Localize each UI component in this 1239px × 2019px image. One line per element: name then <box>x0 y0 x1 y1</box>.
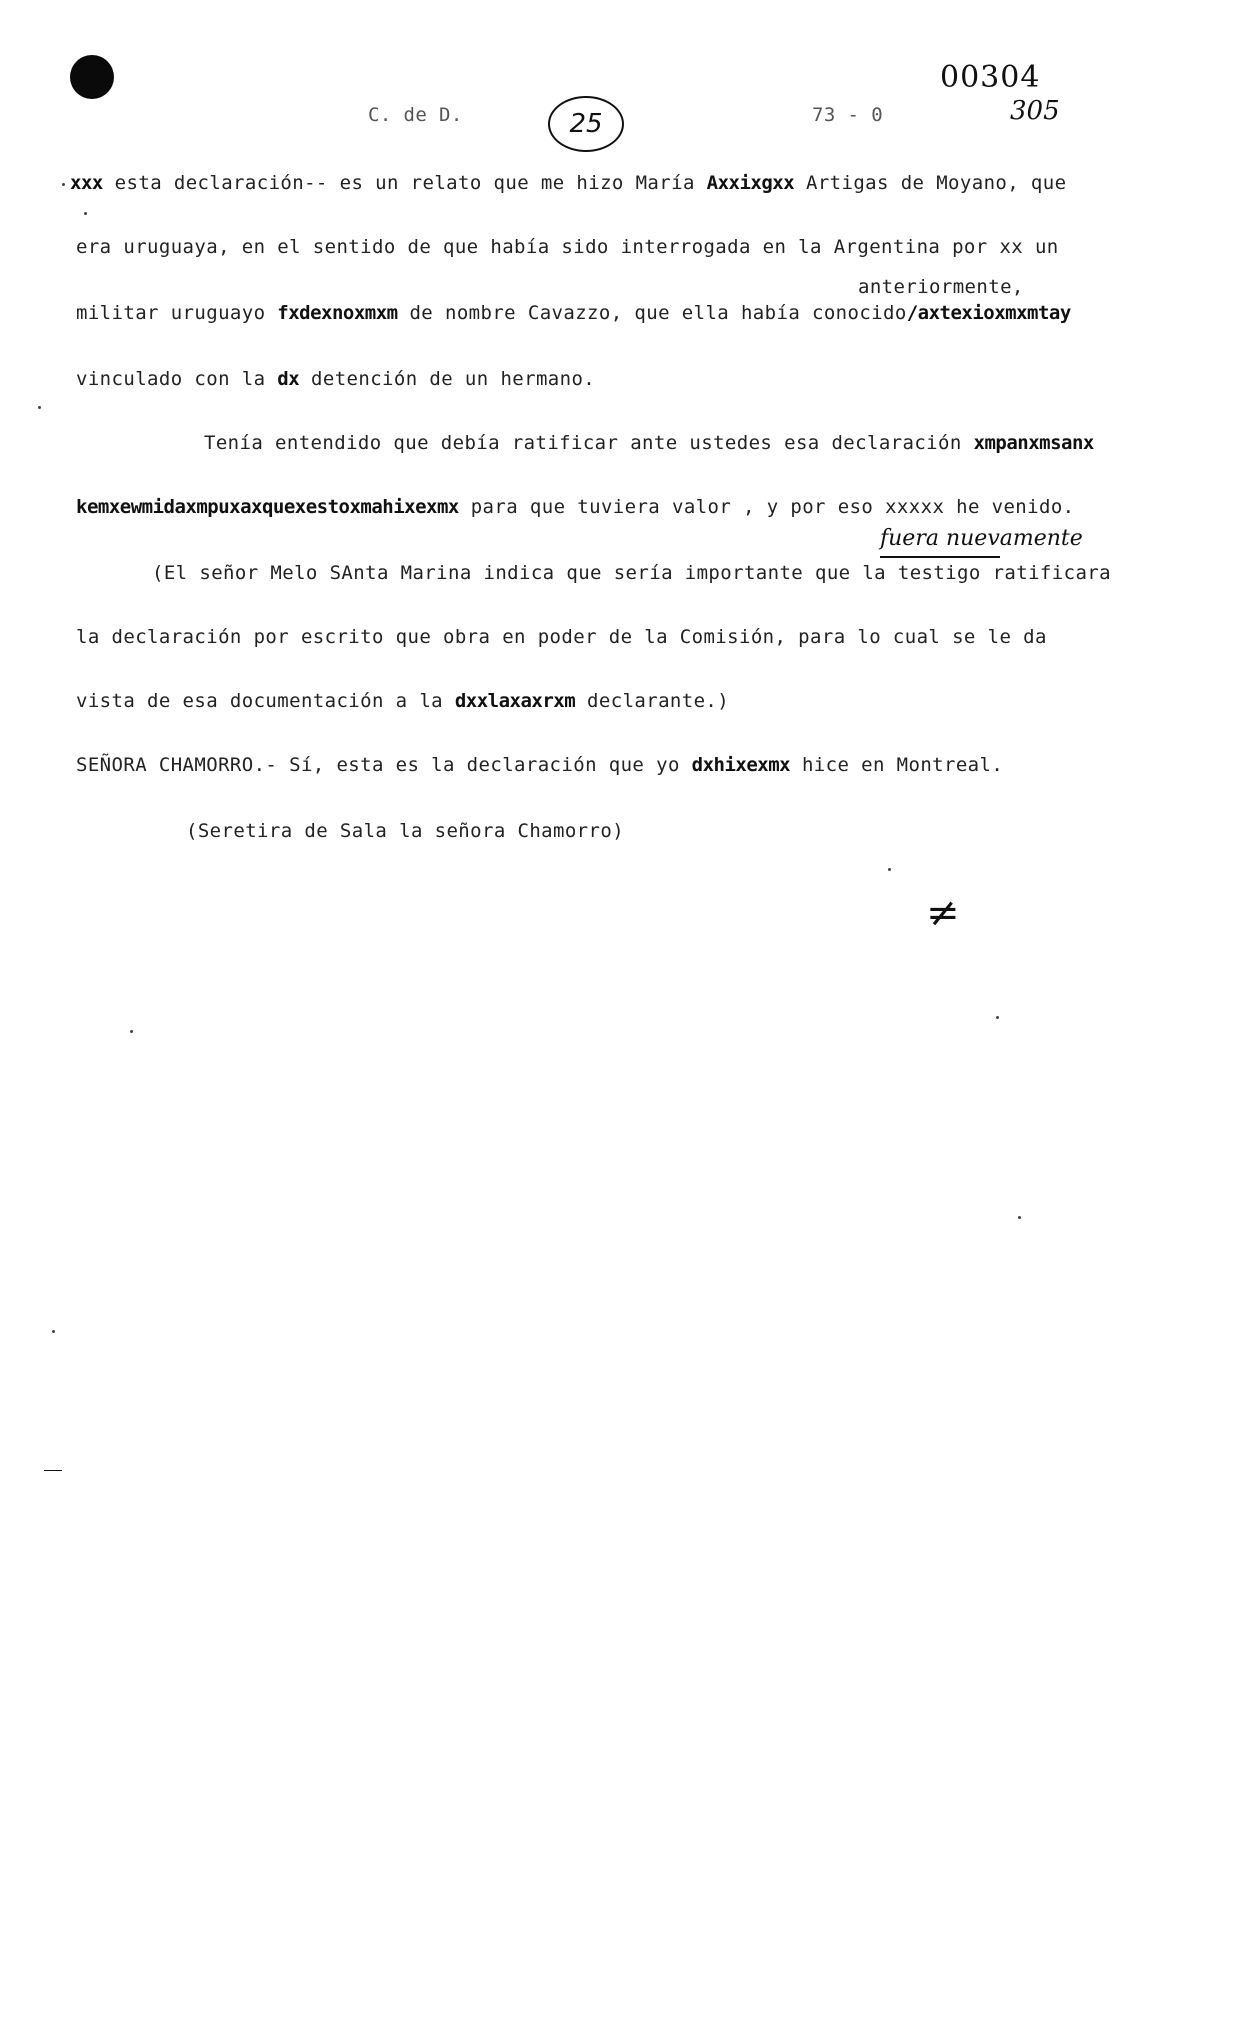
scan-speck <box>62 183 65 186</box>
scan-speck <box>130 1030 133 1033</box>
struck-text: fxdexnoxmxm <box>277 302 398 324</box>
text-segment: esta declaración-- es un relato que me hizo María <box>114 172 695 194</box>
struck-text: xxx <box>70 172 103 194</box>
text-segment: declarante.) <box>587 690 730 712</box>
scan-speck <box>996 1016 999 1019</box>
text-line-2: era uruguaya, en el sentido de que había sido interrogada en la Argentina por xx un <box>76 236 1059 258</box>
text-line-3 <box>76 302 1071 324</box>
scan-speck <box>84 212 87 215</box>
struck-text: Axxixgxx <box>706 172 795 194</box>
struck-text: dxxlaxaxrxm <box>454 690 576 712</box>
text-line-4 <box>76 368 595 390</box>
text-segment: SEÑORA CHAMORRO.- Sí, esta es la declaración que yo <box>76 754 680 776</box>
punch-hole <box>70 55 114 99</box>
text-segment: de nombre Cavazzo, que ella había conocido <box>409 302 907 324</box>
struck-text: dxhixexmx <box>691 754 791 776</box>
stamp-number: 00304 <box>940 60 1041 95</box>
text-line-11: (Seretira de Sala la señora Chamorro) <box>186 820 625 842</box>
text-line-10 <box>76 754 1003 776</box>
handwritten-insertion-line <box>880 556 1000 558</box>
struck-text: xmpanxmsanx <box>973 432 1094 454</box>
typed-insertion: anteriormente, <box>858 276 1024 298</box>
text-line-9 <box>76 690 729 712</box>
text-segment: militar uruguayo <box>76 302 266 324</box>
text-line-6 <box>76 496 1075 518</box>
text-segment: Artigas de Moyano, que <box>805 172 1067 194</box>
text-line-7: (El señor Melo SAnta Marina indica que sería importante que la testigo ratificara <box>152 562 1111 584</box>
text-line-5 <box>204 432 1094 454</box>
text-segment: vista de esa documentación a la <box>76 690 444 712</box>
handwritten-page-number: 305 <box>1010 96 1060 126</box>
struck-text: kemxewmidaxmpuxaxquexestoxmahixexmx <box>76 496 459 518</box>
struck-text: /axtexioxmxmtay <box>906 302 1071 324</box>
scan-speck <box>52 1330 55 1333</box>
text-segment: vinculado con la <box>76 368 266 390</box>
document-code: 73 - 0 <box>812 104 884 126</box>
text-line-8: la declaración por escrito que obra en poder de la Comisión, para lo cual se le da <box>76 626 1047 648</box>
struck-text: dx <box>277 368 300 390</box>
scan-speck <box>38 406 41 409</box>
circled-page-number-text: 25 <box>569 109 603 139</box>
handwritten-insertion: fuera nuevamente <box>880 526 1083 551</box>
scan-speck <box>888 868 891 871</box>
text-line-1 <box>70 172 1066 194</box>
scan-speck <box>1018 1216 1021 1219</box>
scan-mark <box>44 1470 62 1471</box>
circled-page-number <box>548 96 624 152</box>
text-segment: detención de un hermano. <box>311 368 596 390</box>
text-segment: para que tuviera valor , y por eso xxxxx he venido. <box>470 496 1075 518</box>
document-reference: C. de D. <box>368 104 463 126</box>
text-segment: hice en Montreal. <box>801 754 1004 776</box>
not-equal-mark: ≠ <box>926 890 960 936</box>
text-segment: Tenía entendido que debía ratificar ante ustedes esa declaración <box>204 432 962 454</box>
